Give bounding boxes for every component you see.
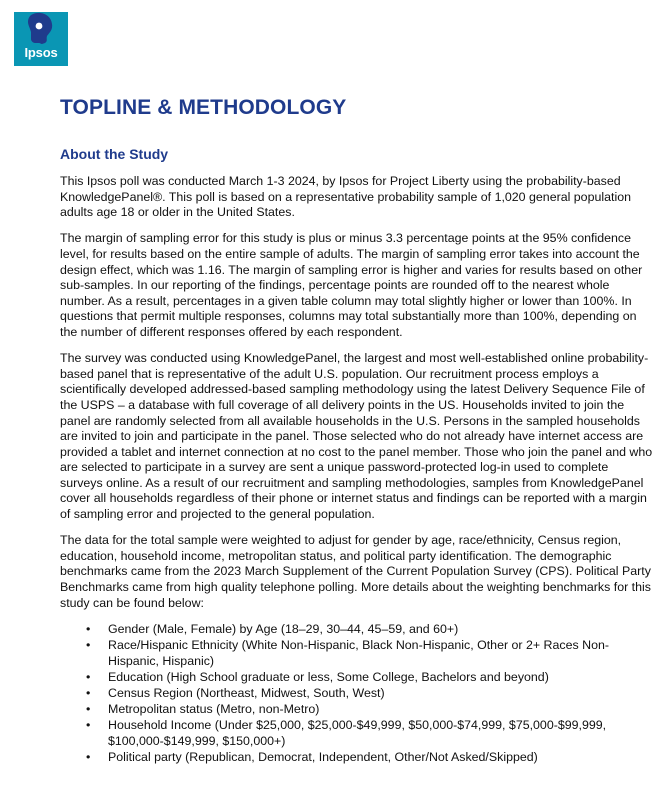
bullet-icon: • bbox=[86, 669, 91, 684]
bullet-icon: • bbox=[86, 750, 91, 765]
bullet-icon: • bbox=[86, 685, 91, 700]
page-title: TOPLINE & METHODOLOGY bbox=[60, 96, 347, 119]
list-item bbox=[86, 718, 654, 749]
list-item bbox=[86, 702, 654, 718]
list-item bbox=[86, 750, 654, 766]
list-item-text: Race/Hispanic Ethnicity (White Non-Hispanic, Black Non-Hispanic, Other or 2+ Races Non-Hispanic, Hispanic) bbox=[108, 638, 609, 668]
bullet-icon: • bbox=[86, 718, 91, 733]
list-item-text: Census Region (Northeast, Midwest, South, West) bbox=[108, 685, 385, 700]
paragraph-intro: This Ipsos poll was conducted March 1-3 2024, by Ipsos for Project Liberty using the probability-based KnowledgePanel®. This poll is based on a representative probability sample of 1,020 general population adults age 18 or older in the United States. bbox=[60, 174, 631, 220]
ipsos-logo bbox=[14, 12, 68, 66]
bullet-icon: • bbox=[86, 702, 91, 717]
section-heading: About the Study bbox=[60, 146, 169, 162]
list-item-text: Metropolitan status (Metro, non-Metro) bbox=[108, 702, 320, 717]
list-item bbox=[86, 638, 654, 669]
list-item bbox=[86, 685, 654, 702]
list-item bbox=[86, 621, 654, 638]
list-item bbox=[86, 669, 654, 686]
logo-text: Ipsos bbox=[24, 45, 58, 60]
document-body bbox=[60, 174, 654, 766]
paragraph-knowledgepanel: The survey was conducted using KnowledgePanel, the largest and most well-established online probability-based panel that is representative of the adult U.S. population. Our recruitment process employs a scientifically developed addressed-based sampling methodology using the latest Delivery Sequence File of the USPS – a database with full coverage of all delivery points in the US. Households invited to join the panel are randomly selected from all available households in the U.S. Persons in the sampled households are invited to join and participate in the panel. Those selected who do not already have internet access are provided a tablet and internet connection at no cost to the panel member. Those who join the panel and who are selected to participate in a survey are sent a unique password-protected log-in used to complete surveys online. As a result of our recruitment and sampling methodologies, samples from KnowledgePanel cover all households regardless of their phone or internet status and findings can be reported with a margin of sampling error and projected to the general population. bbox=[60, 351, 653, 522]
list-item-text: Education (High School graduate or less, Some College, Bachelors and beyond) bbox=[108, 669, 549, 684]
paragraph-weighting: The data for the total sample were weighted to adjust for gender by age, race/ethnicity, Census region, education, household income, metropolitan status, and political party identification. The demographic benchmarks came from the 2023 March Supplement of the Current Population Survey (CPS). Political Party Benchmarks came from high quality telephone polling. More details about the weighting benchmarks for this study can be found below: bbox=[60, 533, 651, 610]
list-item-text: Gender (Male, Female) by Age (18–29, 30–44, 45–59, and 60+) bbox=[108, 621, 459, 636]
list-item-text: Household Income (Under $25,000, $25,000-$49,999, $50,000-$74,999, $75,000-$99,999, $100,000-$149,999, $150,000+) bbox=[108, 718, 607, 748]
list-item-text: Political party (Republican, Democrat, Independent, Other/Not Asked/Skipped) bbox=[108, 750, 538, 765]
weighting-benchmarks-list bbox=[60, 622, 654, 766]
bullet-icon: • bbox=[86, 638, 91, 652]
bullet-icon: • bbox=[86, 621, 91, 636]
paragraph-margin-of-error: The margin of sampling error for this study is plus or minus 3.3 percentage points at the 95% confidence level, for results based on the entire sample of adults. The margin of sampling error takes into account the design effect, which was 1.16. The margin of sampling error is higher and varies for results based on other sub-samples. In our reporting of the findings, percentage points are rounded off to the nearest whole number. As a result, percentages in a given table column may total slightly higher or lower than 100%. In questions that permit multiple responses, columns may total substantially more than 100%, depending on the number of different responses offered by each respondent. bbox=[60, 231, 643, 339]
